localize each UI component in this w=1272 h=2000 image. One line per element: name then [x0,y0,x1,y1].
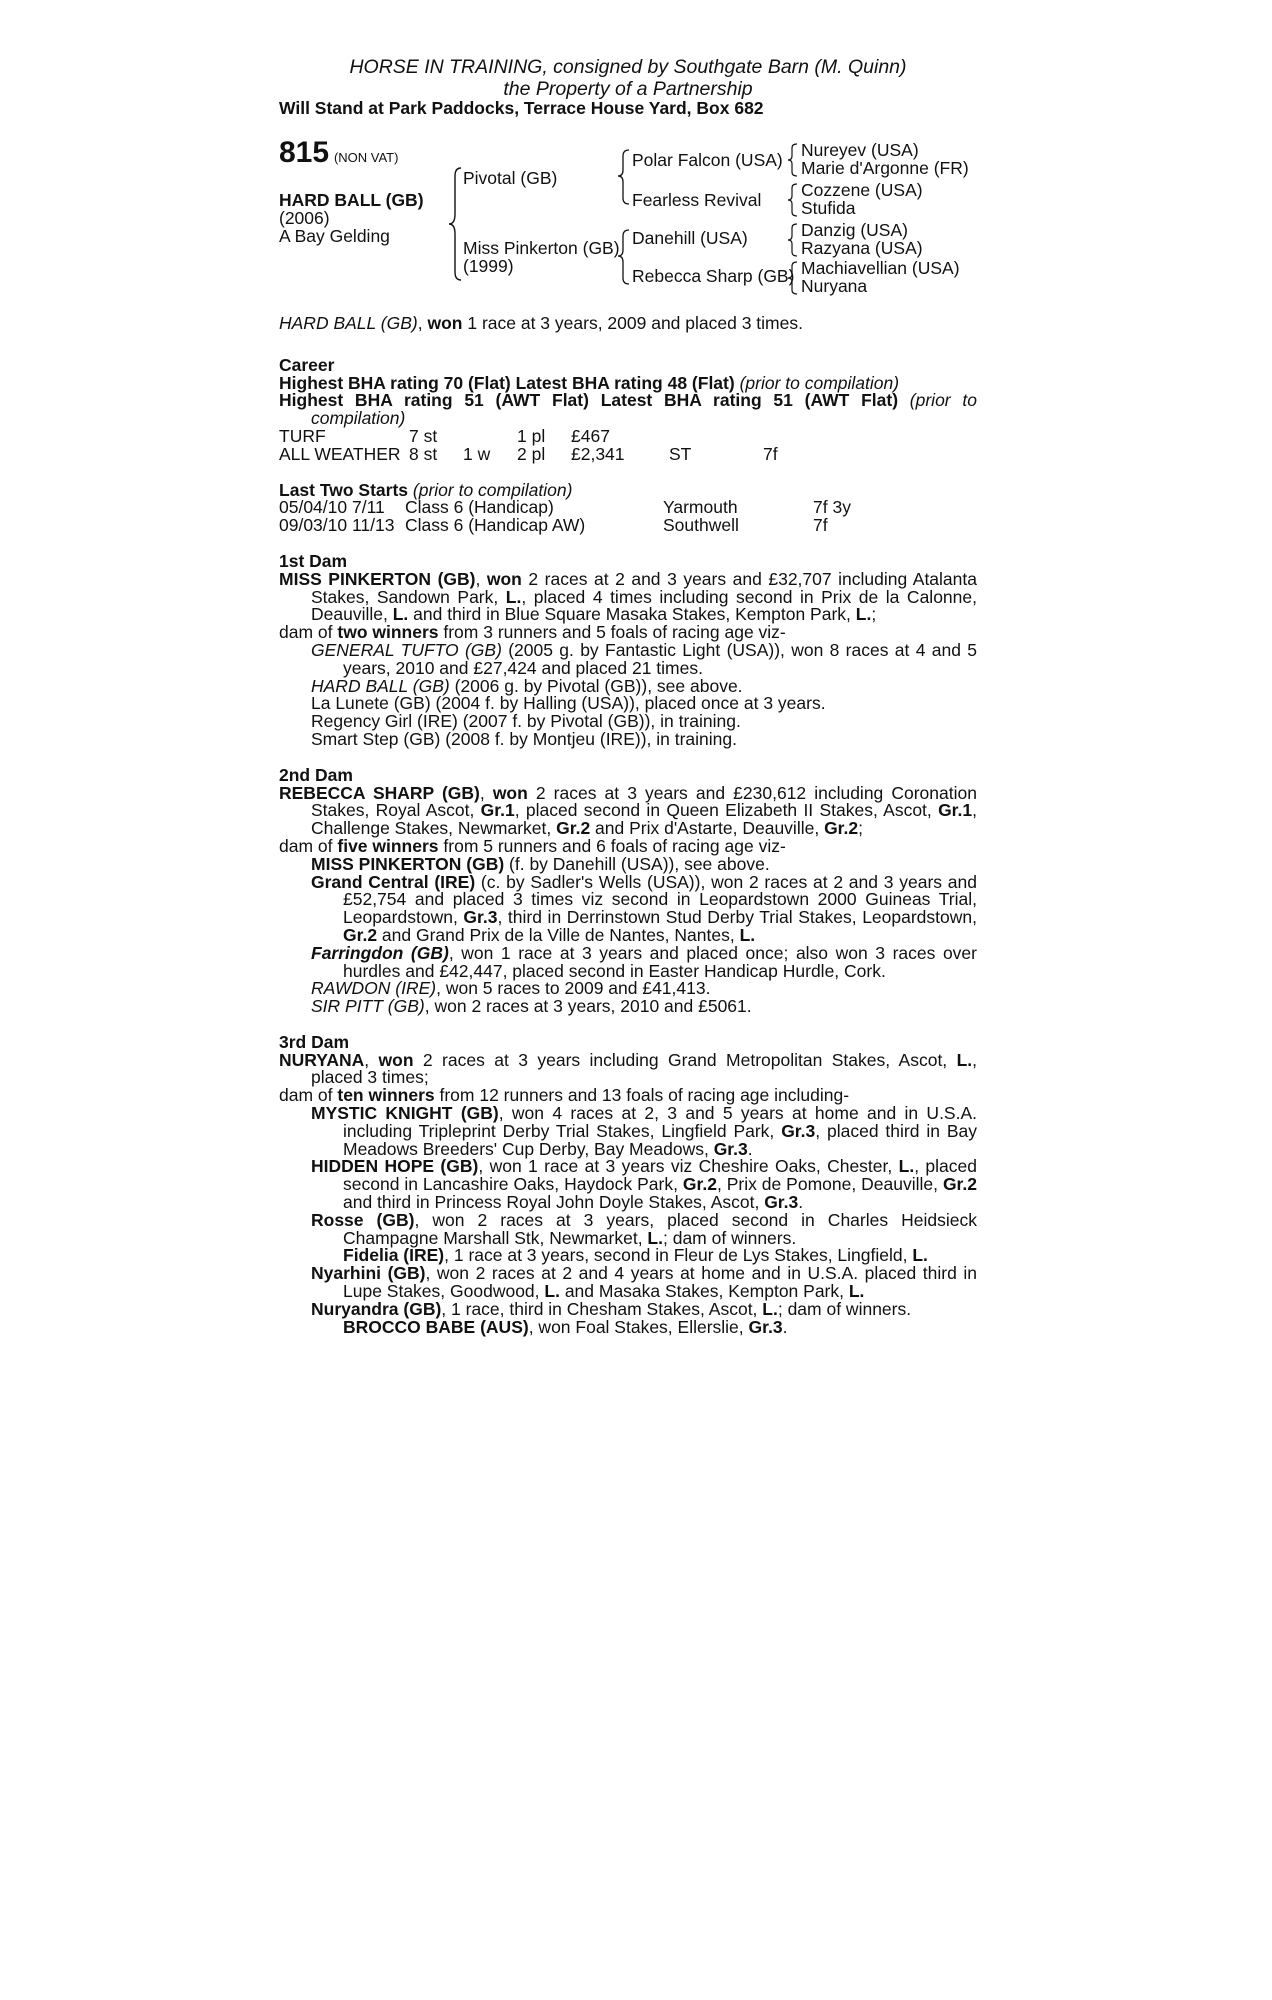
career-rating-1: Highest BHA rating 70 (Flat) Latest BHA rating 48 (Flat) (prior to compilation) [279,372,900,393]
last-two-heading: Last Two Starts (prior to compilation) [279,479,573,500]
horse-year: (2006) [279,208,330,228]
career-row: TURF 7 st 1 pl £467 [279,425,610,446]
third-dam-record: NURYANA, won 2 races at 3 years including Grand Metropolitan Stakes, Ascot, L., placed 3 times; [279,1049,977,1088]
brace-ggs-3 [787,222,799,258]
career-heading: Career [279,354,335,375]
great-granddam-1: Marie d'Argonne (FR) [801,158,969,178]
great-grandsire-3: Danzig (USA) [801,220,908,240]
brace-ggs-2 [787,182,799,218]
granddam-1: Fearless Revival [632,190,762,210]
property-line: the Property of a Partnership [503,78,753,100]
brace-ggs-4 [787,260,799,296]
career-table [279,425,977,464]
great-granddam-4: Nuryana [801,276,868,296]
produce-entry: MYSTIC KNIGHT (GB), won 4 races at 2, 3 and 5 years at home and in U.S.A. including Tripleprint Derby Trial Stakes, Lingfield Park, Gr.3, placed third in Bay Meadows Breeders' Cup Derby, Bay Meadows, Gr.3. [311,1103,978,1159]
produce-entry: Nyarhini (GB), won 2 races at 2 and 4 years at home and in U.S.A. placed third in Lupe Stakes, Goodwood, L. and Masaka Stakes, Kempton Park, L. [311,1263,977,1302]
produce-entry: RAWDON (IRE), won 5 races to 2009 and £41,413. [311,978,711,999]
third-dam-heading: 3rd Dam [279,1031,350,1052]
granddam-2: Rebecca Sharp (GB) [632,266,795,286]
produce-entry: Farringdon (GB), won 1 race at 3 years and placed once; also won 3 races over hurdles and £42,447, placed second in Easter Handicap Hurdle, Cork. [311,942,977,981]
second-dam-produce-line: dam of five winners from 5 runners and 6 foals of racing age viz- [279,835,786,856]
horse-description: A Bay Gelding [279,226,390,246]
produce-entry: HARD BALL (GB) (2006 g. by Pivotal (GB)), see above. [311,675,743,696]
first-dam-produce-line: dam of two winners from 3 runners and 5 foals of racing age viz- [279,622,786,643]
produce-entry: Regency Girl (IRE) (2007 f. by Pivotal (GB)), in training. [311,711,741,732]
produce-entry: Grand Central (IRE) (c. by Sadler's Wells (USA)), won 2 races at 2 and 3 years and £52,754 and placed 3 times viz second in Leopardstown 2000 Guineas Trial, Leopardstown, Gr.3, third in Derrinstown Stud Derby Trial Stakes, Leopardstown, Gr.2 and Grand Prix de la Ville de Nantes, Nantes, L. [311,871,977,945]
produce-entry: La Lunete (GB) (2004 f. by Halling (USA)), placed once at 3 years. [311,693,826,714]
career-row: ALL WEATHER 8 st 1 w 2 pl £2,341 ST 7f [279,443,778,464]
produce-entry: BROCCO BABE (AUS), won Foal Stakes, Ellerslie, Gr.3. [343,1316,788,1337]
summary-line: HARD BALL (GB), won 1 race at 3 years, 2009 and placed 3 times. [279,313,803,333]
dam-brace [617,228,631,288]
horse-name: HARD BALL (GB) [279,190,424,210]
first-dam-heading: 1st Dam [279,550,348,571]
third-dam-produce-line: dam of ten winners from 12 runners and 13 foals of racing age including- [279,1085,850,1106]
grandsire-2: Danehill (USA) [632,228,748,248]
dam-year: (1999) [463,256,514,276]
lot-number-line [279,136,399,169]
sire-brace [617,148,631,208]
last-start-row: 05/04/10 7/11 Class 6 (Handicap) Yarmouth 7f 3y [279,497,851,518]
produce-entry: HIDDEN HOPE (GB), won 1 race at 3 years viz Cheshire Oaks, Chester, L., placed second in Lancashire Oaks, Haydock Park, Gr.2, Prix de Pomone, Deauville, Gr.2 and third in Princess Royal John Doyle Stakes, Ascot, Gr.3. [311,1156,977,1213]
vat-status: (NON VAT) [333,150,399,165]
stand-line: Will Stand at Park Paddocks, Terrace House Yard, Box 682 [279,98,764,118]
great-granddam-3: Razyana (USA) [801,238,923,258]
career-rating-2: Highest BHA rating 51 (AWT Flat) Latest BHA rating 51 (AWT Flat) (prior to compilation) [279,390,977,429]
produce-entry: GENERAL TUFTO (GB) (2005 g. by Fantastic Light (USA)), won 8 races at 4 and 5 years, 2010 and £27,424 and placed 21 times. [311,639,977,678]
grandsire-1: Polar Falcon (USA) [632,150,783,170]
brace-ggs-1 [787,142,799,178]
produce-entry: Smart Step (GB) (2008 f. by Montjeu (IRE)), in training. [311,728,737,749]
pedigree-block [279,136,977,300]
produce-entry: Nuryandra (GB), 1 race, third in Chesham Stakes, Ascot, L.; dam of winners. [311,1298,912,1319]
great-grandsire-2: Cozzene (USA) [801,180,923,200]
consignor-line: HORSE IN TRAINING, consigned by Southgate Barn (M. Quinn) [349,56,907,78]
second-dam-heading: 2nd Dam [279,764,353,785]
sire-name: Pivotal (GB) [463,168,558,188]
dam-name: Miss Pinkerton (GB) [463,238,620,258]
produce-entry: SIR PITT (GB), won 2 races at 3 years, 2010 and £5061. [311,996,752,1017]
produce-entry: Rosse (GB), won 2 races at 3 years, placed second in Charles Heidsieck Champagne Marshall Stk, Newmarket, L.; dam of winners. [311,1209,977,1248]
first-dam-record: MISS PINKERTON (GB), won 2 races at 2 and 3 years and £32,707 including Atalanta Stakes, Sandown Park, L., placed 4 times including second in Prix de la Calonne, Deauville, L. and third in Blue Square Masaka Stakes, Kempton Park, L.; [279,568,977,625]
body-text [279,315,977,1336]
second-dam-record: REBECCA SHARP (GB), won 2 races at 3 years and £230,612 including Coronation Stakes, Royal Ascot, Gr.1, placed second in Queen Elizabeth II Stakes, Ascot, Gr.1, Challenge Stakes, Newmarket, Gr.2 and Prix d'Astarte, Deauville, Gr.2; [279,782,977,839]
produce-entry: MISS PINKERTON (GB) (f. by Danehill (USA)), see above. [311,853,770,874]
great-granddam-2: Stufida [801,198,856,218]
lot-number: 815 [279,136,330,169]
great-grandsire-4: Machiavellian (USA) [801,258,960,278]
header [279,56,977,118]
great-grandsire-1: Nureyev (USA) [801,140,919,160]
produce-entry: Fidelia (IRE), 1 race at 3 years, second in Fleur de Lys Stakes, Lingfield, L. [343,1245,928,1266]
last-start-row: 09/03/10 11/13 Class 6 (Handicap AW) Southwell 7f [279,515,828,536]
